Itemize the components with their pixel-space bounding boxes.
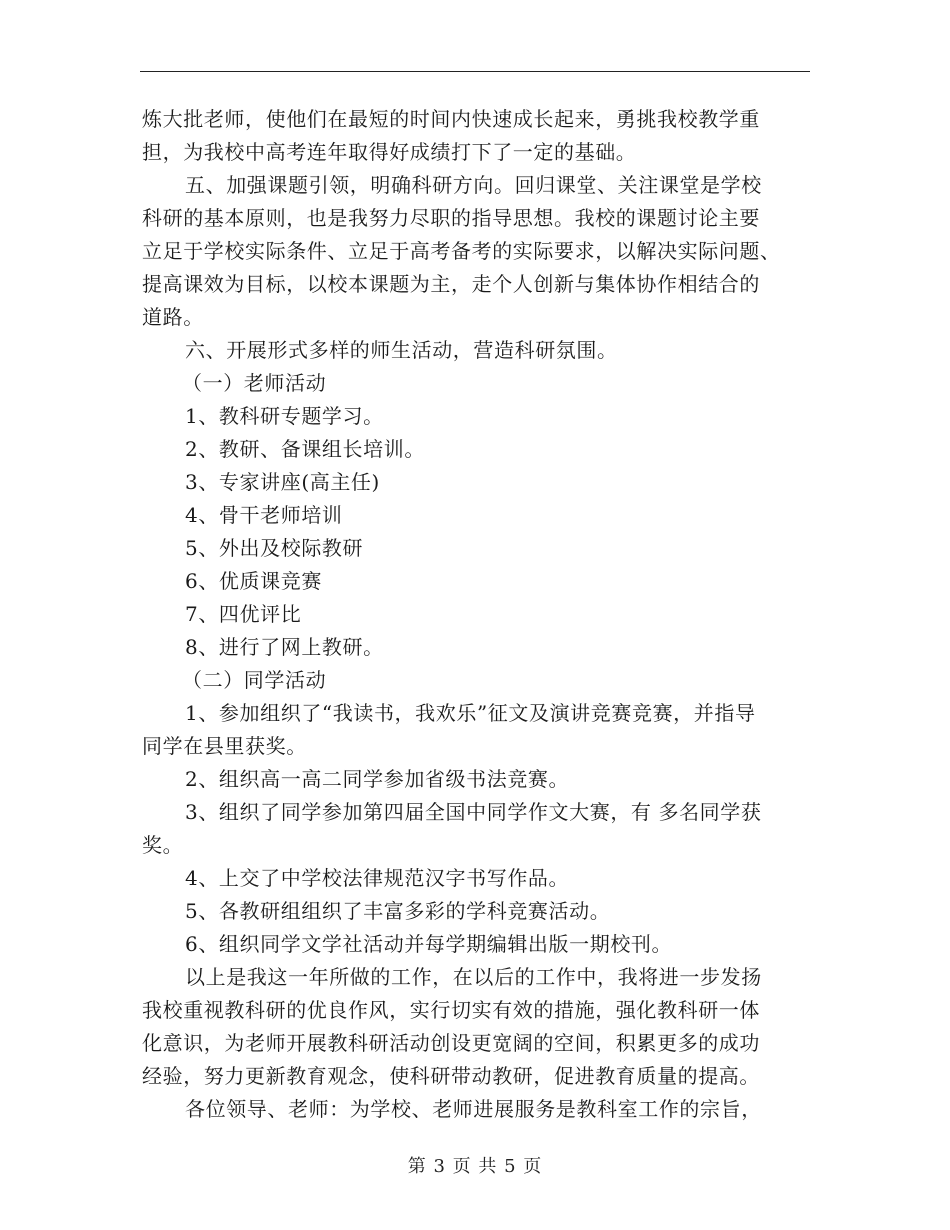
text-line: 同学在县里获奖。 bbox=[142, 734, 307, 758]
paragraph bbox=[142, 961, 810, 1093]
paragraph bbox=[142, 532, 810, 565]
text-line: 经验，努力更新教育观念，使科研带动教研，促进教育质量的提高。 bbox=[142, 1064, 760, 1088]
paragraph bbox=[142, 631, 810, 664]
text-line: 道路。 bbox=[142, 305, 204, 329]
paragraph bbox=[142, 1093, 810, 1126]
paragraph bbox=[142, 565, 810, 598]
text-line: 3、组织了同学参加第四届全国中同学作文大赛，有 多名同学获 bbox=[185, 800, 762, 824]
paragraph bbox=[142, 895, 810, 928]
text-line: 2、组织高一高二同学参加省级书法竞赛。 bbox=[185, 767, 570, 791]
page-number-footer: 第 3 页 共 5 页 bbox=[407, 1156, 543, 1177]
text-line: 科研的基本原则，也是我努力尽职的指导思想。我校的课题讨论主要 bbox=[142, 206, 760, 230]
paragraph bbox=[142, 499, 810, 532]
paragraph bbox=[142, 103, 810, 169]
document-body bbox=[142, 103, 810, 1126]
text-line: 8、进行了网上教研。 bbox=[185, 635, 384, 659]
paragraph bbox=[142, 466, 810, 499]
paragraph bbox=[142, 796, 810, 862]
text-line: 六、开展形式多样的师生活动，营造科研氛围。 bbox=[185, 338, 618, 362]
text-line: 2、教研、备课组长培训。 bbox=[185, 437, 425, 461]
paragraph bbox=[142, 862, 810, 895]
text-line: （一）老师活动 bbox=[182, 371, 327, 395]
text-line: 提高课效为目标，以校本课题为主，走个人创新与集体协作相结合的 bbox=[142, 272, 760, 296]
text-line: 5、外出及校际教研 bbox=[185, 536, 364, 560]
text-line: 化意识，为老师开展教科研活动创设更宽阔的空间，积累更多的成功 bbox=[142, 1031, 760, 1055]
text-line: 担，为我校中高考连年取得好成绩打下了一定的基础。 bbox=[142, 140, 637, 164]
paragraph bbox=[142, 598, 810, 631]
paragraph bbox=[142, 928, 810, 961]
text-line: 以上是我这一年所做的工作，在以后的工作中，我将进一步发扬 bbox=[185, 965, 762, 989]
paragraph bbox=[142, 367, 810, 400]
paragraph bbox=[142, 169, 810, 334]
text-line: 1、参加组织了“我读书，我欢乐”征文及演讲竞赛竞赛，并指导 bbox=[185, 701, 756, 725]
text-line: 炼大批老师，使他们在最短的时间内快速成长起来，勇挑我校教学重 bbox=[142, 107, 760, 131]
text-line: 1、教科研专题学习。 bbox=[185, 404, 384, 428]
text-line: 我校重视教科研的优良作风，实行切实有效的措施，强化教科研一体 bbox=[142, 998, 760, 1022]
paragraph bbox=[142, 697, 810, 763]
text-line: 5、各教研组组织了丰富多彩的学科竞赛活动。 bbox=[185, 899, 611, 923]
text-line: 6、优质课竞赛 bbox=[185, 569, 322, 593]
text-line: 立足于学校实际条件、立足于高考备考的实际要求，以解决实际问题、 bbox=[142, 239, 781, 263]
text-line: 奖。 bbox=[142, 833, 184, 857]
header-rule bbox=[140, 71, 810, 72]
paragraph bbox=[142, 433, 810, 466]
text-line: 6、组织同学文学社活动并每学期编辑出版一期校刊。 bbox=[185, 932, 673, 956]
paragraph bbox=[142, 400, 810, 433]
text-line: （二）同学活动 bbox=[182, 668, 327, 692]
text-line: 各位领导、老师：为学校、老师进展服务是教科室工作的宗旨， bbox=[185, 1097, 762, 1121]
text-line: 3、专家讲座(高主任) bbox=[185, 470, 380, 494]
text-line: 4、上交了中学校法律规范汉字书写作品。 bbox=[185, 866, 570, 890]
text-line: 五、加强课题引领，明确科研方向。回归课堂、关注课堂是学校 bbox=[185, 173, 762, 197]
paragraph bbox=[142, 664, 810, 697]
text-line: 4、骨干老师培训 bbox=[185, 503, 343, 527]
text-line: 7、四优评比 bbox=[185, 602, 302, 626]
paragraph bbox=[142, 763, 810, 796]
paragraph bbox=[142, 334, 810, 367]
